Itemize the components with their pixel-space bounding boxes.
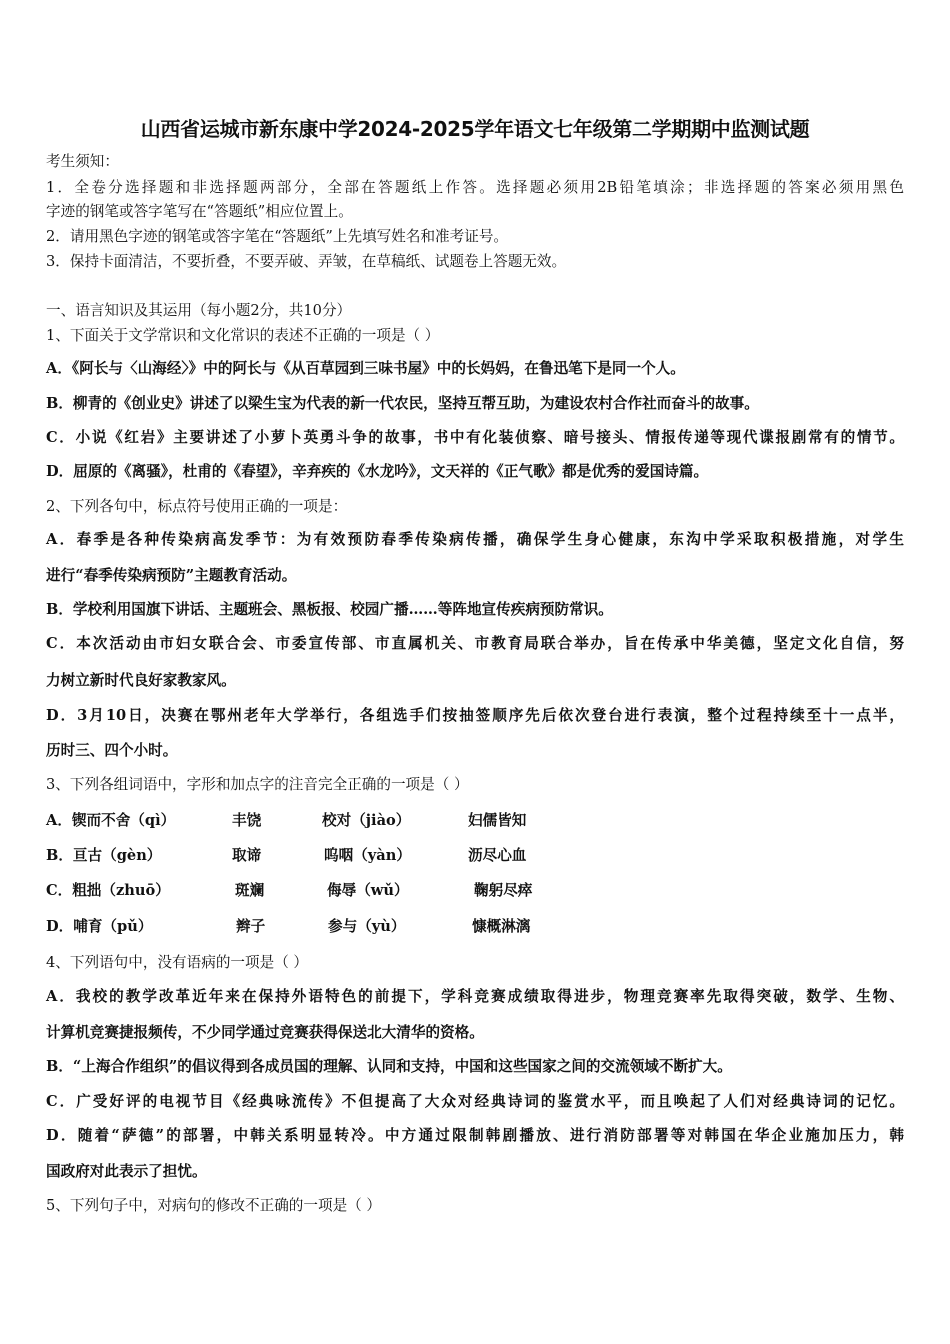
section-heading: 一、语言知识及其运用（每小题2分，共10分） xyxy=(46,302,352,319)
word-group-cell: D．哺育（pǔ） xyxy=(46,918,153,935)
answer-option: D．屈原的《离骚》，杜甫的《春望》，辛弃疾的《水龙吟》，文天祥的《正气歌》都是优秀的爱国诗篇。 xyxy=(46,463,709,480)
answer-option: C．广受好评的电视节目《经典咏流传》不但提高了大众对经典诗词的鉴赏水平，而且唤起了人们对经典诗词的记忆。 xyxy=(46,1093,904,1110)
answer-option: C．本次活动由市妇女联合会、市委宣传部、市直属机关、市教育局联合举办，旨在传承中华美德，坚定文化自信，努 xyxy=(46,635,904,652)
word-group-cell: 呜咽（yàn） xyxy=(324,847,411,864)
question-stem: 3、下列各组词语中，字形和加点字的注音完全正确的一项是（ ） xyxy=(46,776,469,793)
answer-option-continuation: 历时三、四个小时。 xyxy=(46,742,178,759)
answer-option: D．随着“萨德”的部署，中韩关系明显转冷。中方通过限制韩剧播放、进行消防部署等对韩国在华企业施加压力，韩 xyxy=(46,1127,904,1144)
answer-option: C．小说《红岩》主要讲述了小萝卜英勇斗争的故事，书中有化装侦察、暗号接头、情报传递等现代谍报剧常有的情节。 xyxy=(46,429,904,446)
answer-option: B．“上海合作组织”的倡议得到各成员国的理解、认同和支持，中国和这些国家之间的交流领域不断扩大。 xyxy=(46,1058,732,1075)
answer-option: A．《阿长与〈山海经〉》中的阿长与《从百草园到三味书屋》中的长妈妈，在鲁迅笔下是同一个人。 xyxy=(46,360,685,377)
word-group-cell: 侮辱（wǔ） xyxy=(327,882,409,899)
question-stem: 1、下面关于文学常识和文化常识的表述不正确的一项是（ ） xyxy=(46,327,440,344)
answer-option-continuation: 进行“春季传染病预防”主题教育活动。 xyxy=(46,567,297,584)
word-group-cell: 斑斓 xyxy=(235,882,265,899)
word-group-cell: B．亘古（gèn） xyxy=(46,847,162,864)
word-group-cell: 取谛 xyxy=(232,847,262,864)
notice-item: 字迹的钢笔或答字笔写在“答题纸”相应位置上。 xyxy=(46,203,353,220)
word-group-cell: 沥尽心血 xyxy=(468,847,527,864)
word-group-cell: 校对（jiào） xyxy=(322,812,411,829)
answer-option: B．学校利用国旗下讲话、主题班会、黑板报、校园广播……等阵地宣传疾病预防常识。 xyxy=(46,601,613,618)
answer-option-continuation: 国政府对此表示了担忧。 xyxy=(46,1163,207,1180)
answer-option: D．3月10日，决赛在鄂州老年大学举行，各组选手们按抽签顺序先后依次登台进行表演，整个过程持续至十一点半， xyxy=(46,707,904,724)
question-stem: 5、下列句子中，对病句的修改不正确的一项是（ ） xyxy=(46,1197,381,1214)
question-stem: 4、下列语句中，没有语病的一项是（ ） xyxy=(46,954,309,971)
word-group-cell: 鞠躬尽瘁 xyxy=(474,882,533,899)
word-group-cell: 辫子 xyxy=(236,918,266,935)
notice-item: 3．保持卡面清洁，不要折叠，不要弄破、弄皱，在草稿纸、试题卷上答题无效。 xyxy=(46,253,567,270)
notice-heading: 考生须知： xyxy=(46,153,119,170)
answer-option-continuation: 计算机竞赛捷报频传，不少同学通过竞赛获得保送北大清华的资格。 xyxy=(46,1024,484,1041)
word-group-cell: A．锲而不舍（qì） xyxy=(46,812,176,829)
word-group-cell: 慷概淋漓 xyxy=(472,918,531,935)
notice-item: 1．全卷分选择题和非选择题两部分，全部在答题纸上作答。选择题必须用2B铅笔填涂；非选择题的答案必须用黑色 xyxy=(46,179,904,196)
word-group-cell: 妇儒皆知 xyxy=(468,812,527,829)
word-group-cell: 丰饶 xyxy=(232,812,262,829)
answer-option-continuation: 力树立新时代良好家教家风。 xyxy=(46,672,236,689)
answer-option: A．我校的教学改革近年来在保持外语特色的前提下，学科竞赛成绩取得进步，物理竞赛率先取得突破，数学、生物、 xyxy=(46,988,904,1005)
word-group-cell: 参与（yù） xyxy=(328,918,406,935)
answer-option: A．春季是各种传染病高发季节：为有效预防春季传染病传播，确保学生身心健康，东沟中学采取积极措施，对学生 xyxy=(46,531,904,548)
question-stem: 2、下列各句中，标点符号使用正确的一项是： xyxy=(46,498,348,515)
notice-item: 2．请用黑色字迹的钢笔或答字笔在“答题纸”上先填写姓名和准考证号。 xyxy=(46,228,509,245)
word-group-cell: C．粗拙（zhuō） xyxy=(46,882,170,899)
exam-title: 山西省运城市新东康中学2024-2025学年语文七年级第二学期期中监测试题 xyxy=(140,117,810,141)
answer-option: B．柳青的《创业史》讲述了以梁生宝为代表的新一代农民，坚持互帮互助，为建设农村合作社而奋斗的故事。 xyxy=(46,395,759,412)
